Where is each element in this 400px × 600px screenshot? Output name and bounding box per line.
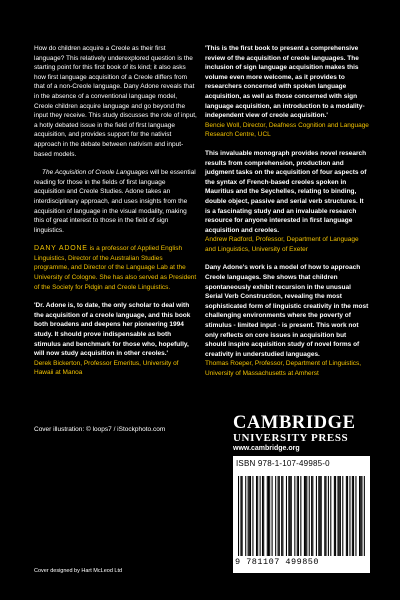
endorsement: [205, 263, 369, 378]
publisher-subtitle: UNIVERSITY PRESS: [233, 432, 349, 444]
publisher-name: CAMBRIDGE: [233, 413, 356, 433]
barcode-icon: [238, 476, 365, 556]
author-bio: [34, 244, 197, 292]
endorsement: [205, 149, 369, 255]
isbn-label: ISBN 978-1-107-49985-0: [236, 459, 330, 468]
right-column: [205, 44, 369, 388]
blurb-paragraph-2: [34, 168, 197, 235]
endorsement-author: Bencie Woll, Director, Deafness Cognition and Language Research Centre, UCL: [205, 121, 369, 139]
endorsement-quote: 'Dr. Adone is, to date, the only scholar to deal with the acquisition of a creole language, and this book both broadens and deepens her pioneering 1994 study. It should prove indispensable as both stimulus and benchmark for those who, hopefully, will now study acquisition in other creoles.': [34, 302, 191, 358]
publisher-url: www.cambridge.org: [233, 445, 300, 452]
cover-illustration-credit: Cover illustration: © loops7 / iStockphoto.com: [34, 426, 166, 433]
blurb-paragraph-2-text: will be essential reading for those in the fields of first language acquisition and Creole Studies. Adone takes an interdisciplinary approach, and uses insights from the acquisition of language in the visual modality, making this of great interest to those in the field of sign linguistics.: [34, 169, 196, 234]
isbn-barcode-box: [233, 456, 370, 573]
author-name: DANY ADONE: [34, 245, 88, 253]
endorsement-author: Andrew Radford, Professor, Department of Language and Linguistics, University of Exeter: [205, 236, 359, 253]
endorsement-quote: Dany Adone's work is a model of how to approach Creole languages. She shows that children spontaneously exhibit recursion in the unusual Serial Verb Construction, revealing the most sophisticated form of linguistic creativity in the most challenging environments where the poverty of stimulus - limited input - is present. This work not only reflects on core issues in acquisition but should inspire acquisition study of novel forms of creativity in understudied languages.: [205, 264, 369, 358]
barcode-digits: 9 781107 499850: [235, 557, 320, 567]
endorsement-author: Derek Bickerton, Professor Emeritus, University of Hawaii at Manoa: [34, 359, 179, 377]
endorsement-author: Thomas Roeper, Professor, Department of Linguistics, University of Massachusetts at Amherst: [205, 360, 362, 377]
endorsement-quote: 'This is the first book to present a comprehensive review of the acquisition of creole languages. The inclusion of sign language acquisition makes this volume even more welcome, as it provides to researchers concerned with spoken language acquisition, as well as those concerned with sign language acquisition, an introduction to a modality-independent view of creole acquisition.': [205, 45, 365, 120]
endorsement: [205, 44, 369, 140]
endorsement: [34, 301, 197, 378]
cover-design-credit: Cover designed by Hart McLeod Ltd: [34, 568, 123, 574]
book-title: The Acquisition of Creole Languages: [42, 169, 149, 177]
endorsement-quote: This invaluable monograph provides novel research results from comprehension, production and judgment tasks on the acquisition of four aspects of the syntax of French-based creoles spoken in Mauritius and the Seychelles, relating to binding, double object, passive and serial verb structures. It is a fascinating study and an invaluable research resource for anyone interested in first language acquisition and creoles.: [205, 149, 367, 234]
blurb-paragraph: How do children acquire a Creole as their first language? This relatively underexplored question is the starting point for this first book of its kind; it also asks how first language acquisition of a Creole differs from that of a non-Creole language. Dany Adone reveals that in the absence of a conventional language model, Creole children acquire language and go beyond the input they receive. This study discusses the role of input, a hotly debated issue in the field of first language acquisition, and provides support for the nativist approach in the debate between nativism and input-based models.: [34, 45, 197, 158]
left-column: [34, 44, 197, 378]
author-bio-text: is a professor of Applied English Linguistics, Director of the Australian Studies programme, and Director of the Language Lab at the University of Cologne. She has also served as President of the Society for Pidgin and Creole Linguistics.: [34, 245, 197, 291]
publisher-logo: [233, 414, 383, 452]
